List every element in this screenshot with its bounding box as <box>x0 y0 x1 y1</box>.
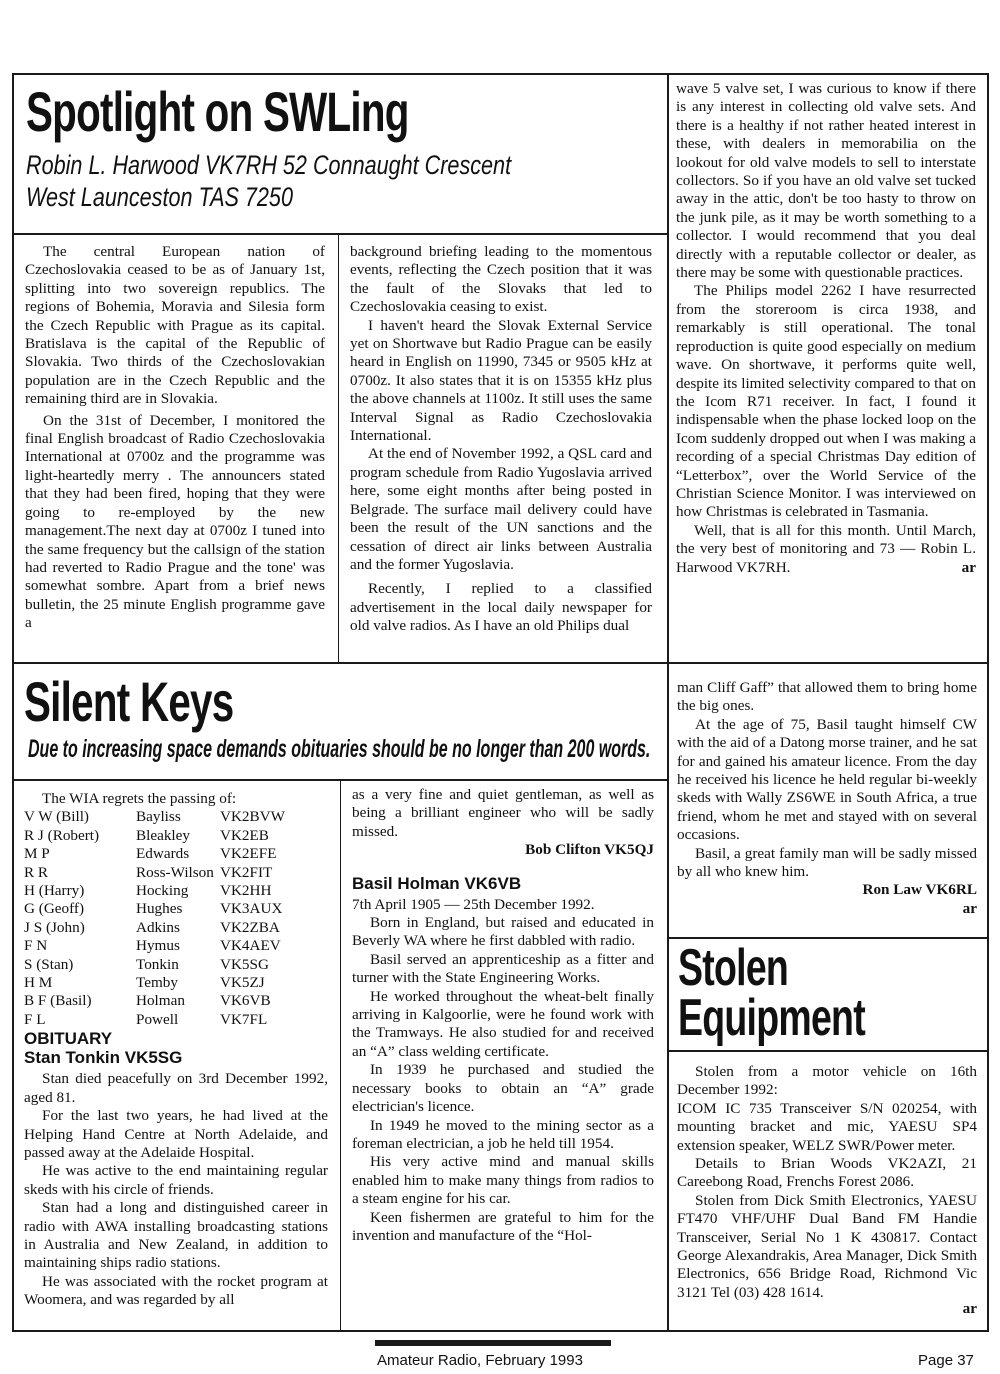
spotlight-paragraph: wave 5 valve set, I was curious to know if there is any interest in collecting old valve sets. And there is a healthy if not rather heated interest in these, with dealers in memorabilia on the lookout for old valve models to sell to interstate collectors. So if you have an old valve set tucked away in the attic, don't be too hasty to throw on the junk pile, as it may be worth something to a collector. I would recommend that you deal directly with a reputable collector or dealer, as there may be some with questionable practices. <box>676 80 976 282</box>
silent-keys-list <box>24 808 320 1029</box>
silent-keys-surname: Edwards <box>136 845 190 863</box>
silent-keys-row <box>24 827 320 845</box>
silent-keys-callsign: VK2EFE <box>220 845 277 863</box>
silent-keys-initials: M P <box>24 845 50 863</box>
silent-keys-row <box>24 937 320 955</box>
silent-keys-row <box>24 864 320 882</box>
basil-signature: Ron Law VK6RL <box>862 881 977 899</box>
obituary-paragraph: Basil, a great family man will be sadly missed by all who knew him. <box>677 844 977 881</box>
silent-keys-row <box>24 900 320 918</box>
silent-keys-row <box>24 956 320 974</box>
stolen-paragraph: ICOM IC 735 Transceiver S/N 020254, with mounting bracket and mic, YAESU SP4 extension speaker, WELZ SWR/Power meter. <box>677 1099 977 1154</box>
spotlight-paragraph: Well, that is all for this month. Until March, the very best of monitoring and 73 — Robin L. Harwood VK7RH. <box>676 521 976 576</box>
silent-keys-callsign: VK4AEV <box>220 937 281 955</box>
column-divider-a <box>338 233 339 662</box>
silent-keys-callsign: VK2FIT <box>220 863 273 881</box>
obituary-paragraph: He worked throughout the wheat-belt finally arriving in Kalgoorlie, were he found work with the Tramways. He also studied for and received an “A” class welding certificate. <box>352 987 654 1060</box>
stolen-title-line1: Stolen <box>678 939 789 997</box>
silent-keys-row <box>24 919 320 937</box>
stolen-paragraph: Details to Brian Woods VK2AZI, 21 Careebong Road, Frenchs Forest 2086. <box>677 1155 977 1191</box>
obituary-paragraph: man Cliff Gaff” that allowed them to bring home the big ones. <box>677 679 977 715</box>
silent-keys-initials: S (Stan) <box>24 955 74 973</box>
stan-signature: Bob Clifton VK5QJ <box>525 841 654 859</box>
silent-keys-callsign: VK2BVW <box>220 808 285 826</box>
silent-keys-column-1 <box>24 790 328 1328</box>
silent-keys-subtitle: Due to increasing space demands obituaries should be no longer than 200 words. <box>28 735 651 763</box>
section-divider-1 <box>12 662 989 664</box>
basil-holman-heading: Basil Holman VK6VB <box>352 873 522 893</box>
silent-keys-callsign: VK2HH <box>220 882 272 900</box>
silent-keys-callsign: VK5ZJ <box>220 974 265 992</box>
obituary-paragraph: 7th April 1905 — 25th December 1992. <box>352 895 595 913</box>
stolen-paragraph: Stolen from Dick Smith Electronics, YAESU FT470 VHF/UHF Dual Band FM Handie Transceiver, Serial No 1 K 430817. Contact George Alexandrakis, Area Manager, Dick Smith Electronics, 656 Bridge Road, Richmond Vic 3121 Tel (03) 428 1614. <box>677 1191 977 1301</box>
silent-keys-initials: H M <box>24 974 53 992</box>
silent-keys-initials: B F (Basil) <box>24 992 92 1010</box>
spotlight-paragraph: The Philips model 2262 I have resurrected from the storeroom is circa 1938, and remarkably is still operational. The tonal reproduction is quite good especially on medium wave. On shortwave, it performs quite well, despite its limited selectivity compared to that on the Icom R71 receiver. In fact, I found it indispensable when the phase locked loop on the Icom suddenly dropped out when I was making a recording of a special Christmas Day edition of “Letterbox”, over the World Service of the Christian Science Monitor. I was interviewed on how Christmas is celebrated in Tasmania. <box>676 282 976 521</box>
spotlight-end-mark: ar <box>961 558 976 576</box>
stan-tonkin-heading: Stan Tonkin VK5SG <box>24 1048 183 1068</box>
silent-keys-initials: R R <box>24 863 49 881</box>
silent-keys-callsign: VK5SG <box>220 955 269 973</box>
spotlight-title-divider <box>12 233 667 235</box>
obituary-paragraph: Keen fishermen are grateful to him for the invention and manufacture of the “Hol- <box>352 1208 654 1244</box>
spotlight-title: Spotlight on SWLing <box>26 80 409 143</box>
obituary-paragraph: He was active to the end maintaining regular skeds with his circle of friends. <box>24 1162 328 1198</box>
spotlight-author-line1: Robin L. Harwood VK7RH 52 Connaught Crescent <box>26 150 512 180</box>
spotlight-paragraph: Recently, I replied to a classified advertisement in the local daily newspaper for old valve radios. As I have an old Philips dual <box>350 580 652 635</box>
silent-keys-surname: Ross-Wilson <box>136 863 214 881</box>
outer-border-top <box>12 73 989 75</box>
stolen-paragraph: Stolen from a motor vehicle on 16th December 1992: <box>677 1063 977 1099</box>
silent-keys-surname: Bayliss <box>136 808 181 826</box>
column-divider-b <box>667 73 669 1332</box>
silent-keys-initials: F N <box>24 937 48 955</box>
spotlight-paragraph: background briefing leading to the momentous events, reflecting the Czech position that it was the fault of the Slovaks that led to Czechoslovakia ceasing to exist. <box>350 243 652 316</box>
column-divider-c <box>340 779 341 1330</box>
silent-keys-column-2 <box>352 786 654 1328</box>
obituary-paragraph: In 1939 he purchased and studied the necessary books to obtain an “A” grade electrician's licence. <box>352 1061 654 1116</box>
obituary-label: OBITUARY <box>24 1029 113 1049</box>
silent-keys-surname: Bleakley <box>136 826 190 844</box>
silent-keys-surname: Tonkin <box>136 955 179 973</box>
obituary-paragraph: Stan died peacefully on 3rd December 1992, aged 81. <box>24 1070 328 1106</box>
obituary-paragraph: He was associated with the rocket program at Woomera, and was regarded by all <box>24 1272 328 1309</box>
obituary-paragraph: In 1949 he moved to the mining sector as a foreman electrician, a job he held till 1954. <box>352 1116 654 1152</box>
obituary-paragraph: For the last two years, he had lived at the Helping Hand Centre at North Adelaide, and passed away at the Adelaide Hospital. <box>24 1107 328 1161</box>
silent-keys-initials: H (Harry) <box>24 882 85 900</box>
silent-keys-initials: V W (Bill) <box>24 808 89 826</box>
silent-keys-initials: G (Geoff) <box>24 900 85 918</box>
footer-bar <box>375 1340 611 1346</box>
footer-page-number: Page 37 <box>918 1352 974 1369</box>
obituary-paragraph: At the age of 75, Basil taught himself CW with the aid of a Datong morse trainer, and he sat for and gained his amateur licence. From the day he received his licence he held regular bi-weekly skeds with Wally ZS6WE in South Africa, a true friend, whom he met and stayed with on several occasions. <box>677 715 977 844</box>
outer-border-left <box>12 73 14 1332</box>
spotlight-paragraph: On the 31st of December, I monitored the final English broadcast of Radio Czechoslovakia International at 0700z and the programme was light-heartedly merry . The announcers stated that they had been fired, hoping that they were going to re-employed by the new management.The next day at 0700z I tuned into the same frequency but the callsign of the station had reverted to Radio Prague and the tone' was somewhat sombre. Apart from a brief news bulletin, the 25 minute English programme gave a <box>25 411 325 632</box>
silent-keys-initials: F L <box>24 1010 46 1028</box>
silent-keys-row <box>24 882 320 900</box>
silent-keys-end-mark: ar <box>962 899 977 917</box>
spotlight-paragraph: The central European nation of Czechoslovakia ceased to be as of January 1st, splitting into two sovereign republics. The regions of Bohemia, Moravia and Silesia form the Czech Republic with Prague as its capital. Bratislava is the capital of the Republic of Slovakia. Two thirds of the Czechoslovakian population are in the Czech Republic and the remaining third are in Slovakia. <box>25 243 325 408</box>
silent-keys-initials: J S (John) <box>24 918 85 936</box>
spotlight-column-2 <box>350 243 652 661</box>
obituary-paragraph: as a very fine and quiet gentleman, as well as being a brilliant engineer who will be sadly missed. <box>352 786 654 840</box>
silent-keys-row <box>24 992 320 1010</box>
spotlight-author-line2: West Launceston TAS 7250 <box>26 182 293 212</box>
stolen-body <box>677 1063 977 1329</box>
outer-border-bottom <box>12 1330 989 1332</box>
silent-keys-row <box>24 808 320 826</box>
footer-publication: Amateur Radio, February 1993 <box>377 1352 583 1369</box>
silent-keys-row <box>24 845 320 863</box>
spotlight-paragraph: I haven't heard the Slovak External Service yet on Shortwave but Radio Prague can be easily heard in English on 11990, 7345 or 9505 kHz at 0700z. It also states that it is on 15355 kHz plus the above channels at 1100z. It still uses the same Interval Signal as Radio Czechoslovakia International. <box>350 316 652 445</box>
silent-keys-callsign: VK2EB <box>220 826 269 844</box>
spotlight-column-3 <box>676 80 976 660</box>
obituary-paragraph: His very active mind and manual skills enabled him to make many things from radios to a steam engine for his car. <box>352 1153 654 1208</box>
silent-keys-surname: Powell <box>136 1010 179 1028</box>
obituary-paragraph: Basil served an apprenticeship as a fitter and turner with the State Engineering Works. <box>352 950 654 987</box>
spotlight-paragraph: At the end of November 1992, a QSL card and program schedule from Radio Yugoslavia arrived here, some eight months after being posted in Belgrade. The surface mail delivery could have been the result of the UN sanctions and the cessation of direct air links between Australia and the former Yugoslavia. <box>350 445 652 573</box>
silent-keys-callsign: VK2ZBA <box>220 918 280 936</box>
stolen-end-mark: ar <box>962 1300 977 1318</box>
silent-keys-initials: R J (Robert) <box>24 826 100 844</box>
spotlight-column-1 <box>25 243 325 661</box>
silent-keys-callsign: VK6VB <box>220 992 271 1010</box>
obituary-paragraph: Stan had a long and distinguished career in radio with AWA installing broadcasting stations in Australia and New Zealand, in addition to maintaining ships radio stations. <box>24 1199 328 1272</box>
silent-keys-surname: Hughes <box>136 900 183 918</box>
silent-keys-row <box>24 974 320 992</box>
stolen-title-bottom-divider <box>667 1050 989 1052</box>
silent-keys-column-3 <box>677 679 977 935</box>
silent-keys-title: Silent Keys <box>24 670 234 733</box>
silent-keys-callsign: VK7FL <box>220 1010 268 1028</box>
outer-border-right <box>987 73 989 1332</box>
silent-keys-surname: Hocking <box>136 882 189 900</box>
silent-keys-surname: Adkins <box>136 918 180 936</box>
obituary-paragraph: Born in England, but raised and educated in Beverly WA where he first dabbled with radio. <box>352 914 654 950</box>
silent-keys-surname: Holman <box>136 992 185 1010</box>
silent-keys-surname: Hymus <box>136 937 180 955</box>
silent-keys-surname: Temby <box>136 974 178 992</box>
silent-keys-callsign: VK3AUX <box>220 900 283 918</box>
stolen-title-line2: Equipment <box>678 989 865 1047</box>
silent-keys-intro: The WIA regrets the passing of: <box>42 790 237 807</box>
silent-keys-row <box>24 1011 320 1029</box>
